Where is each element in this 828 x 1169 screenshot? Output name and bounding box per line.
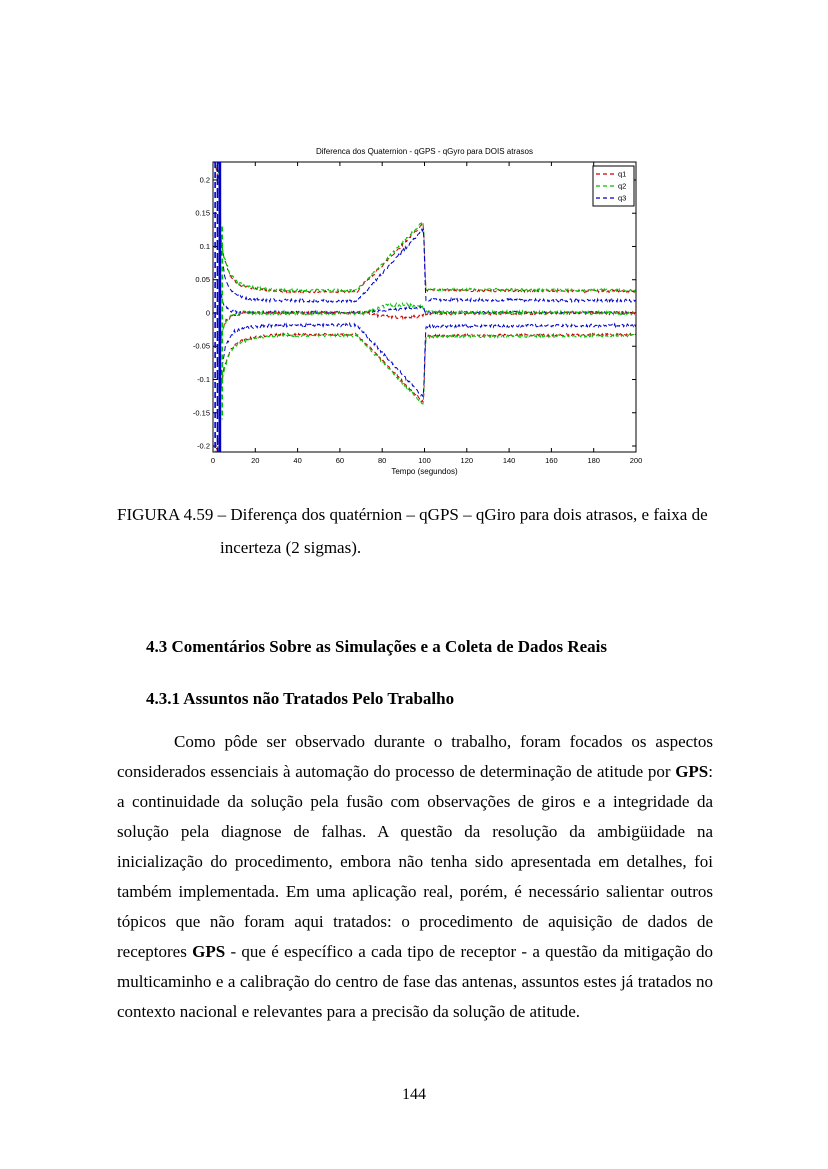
x-tick-label: 80 bbox=[378, 456, 387, 465]
text-segment: Como pôde ser observado durante o trabalho, foram focados os aspectos considerados essenciais à automação do processo de determinação de atitude por bbox=[117, 732, 713, 781]
x-tick-label: 0 bbox=[210, 456, 216, 465]
y-tick-label: 0.2 bbox=[199, 175, 210, 185]
x-tick-label: 160 bbox=[545, 456, 558, 465]
x-tick-label: 200 bbox=[629, 456, 643, 465]
text-segment: - que é específico a cada tipo de receptor - a questão da mitigação do multicaminho e a calibração do centro de fase das antenas, assuntos estes já tratados no contexto nacional e relevantes para a precisão da solução de atitude. bbox=[117, 942, 713, 1021]
x-tick-label: 20 bbox=[251, 456, 260, 465]
figure-4-59 bbox=[185, 140, 655, 485]
x-tick-label: 100 bbox=[418, 456, 431, 465]
figure-caption-line1: FIGURA 4.59 – Diferença dos quatérnion – qGPS – qGiro para dois atrasos, e faixa de bbox=[117, 505, 708, 524]
section-heading-4-3: 4.3 Comentários Sobre as Simulações e a Coleta de Dados Reais bbox=[146, 637, 608, 656]
body-paragraph bbox=[117, 727, 713, 1027]
plot-box bbox=[213, 162, 636, 452]
bold-term: GPS bbox=[675, 762, 709, 781]
x-tick-label: 140 bbox=[502, 456, 516, 465]
x-tick-label: 180 bbox=[587, 456, 600, 465]
y-tick-label: -0.05 bbox=[192, 341, 210, 351]
quaternion-difference-chart bbox=[185, 140, 655, 485]
y-tick-label: 0.05 bbox=[195, 275, 210, 285]
chart-title: Diferenca dos Quaternion - qGPS - qGyro para DOIS atrasos bbox=[316, 147, 533, 156]
x-tick-label: 60 bbox=[335, 456, 345, 465]
y-tick-label: -0.1 bbox=[197, 375, 210, 384]
y-tick-label: 0.1 bbox=[199, 241, 210, 251]
x-tick-label: 40 bbox=[293, 456, 302, 465]
subsection-heading-4-3-1: 4.3.1 Assuntos não Tratados Pelo Trabalho bbox=[146, 689, 455, 708]
y-tick-label: -0.15 bbox=[192, 408, 210, 418]
legend-label-q2: q2 bbox=[618, 181, 627, 191]
text-segment: : a continuidade da solução pela fusão com observações de giros e a integridade da solução pela diagnose de falhas. A questão da resolução da ambigüidade na inicialização do procedimento, embora não tenha sido apresentada em detalhes, foi também implementada. Em uma aplicação real, porém, é necessário salientar outros tópicos que não foram aqui tratados: o procedimento de aquisição de dados de receptores bbox=[117, 762, 713, 961]
x-tick-label: 120 bbox=[460, 456, 474, 465]
y-tick-label: -0.2 bbox=[197, 441, 210, 451]
y-tick-label: 0.15 bbox=[195, 208, 210, 218]
legend-label-q3: q3 bbox=[618, 193, 627, 203]
bold-term: GPS bbox=[192, 942, 226, 961]
x-axis-label: Tempo (segundos) bbox=[391, 467, 458, 476]
legend-label-q1: q1 bbox=[618, 169, 627, 179]
page-number: 144 bbox=[402, 1086, 426, 1103]
figure-caption bbox=[117, 504, 719, 559]
figure-caption-line2: incerteza (2 sigmas). bbox=[220, 538, 362, 557]
y-tick-label: 0 bbox=[205, 308, 210, 318]
